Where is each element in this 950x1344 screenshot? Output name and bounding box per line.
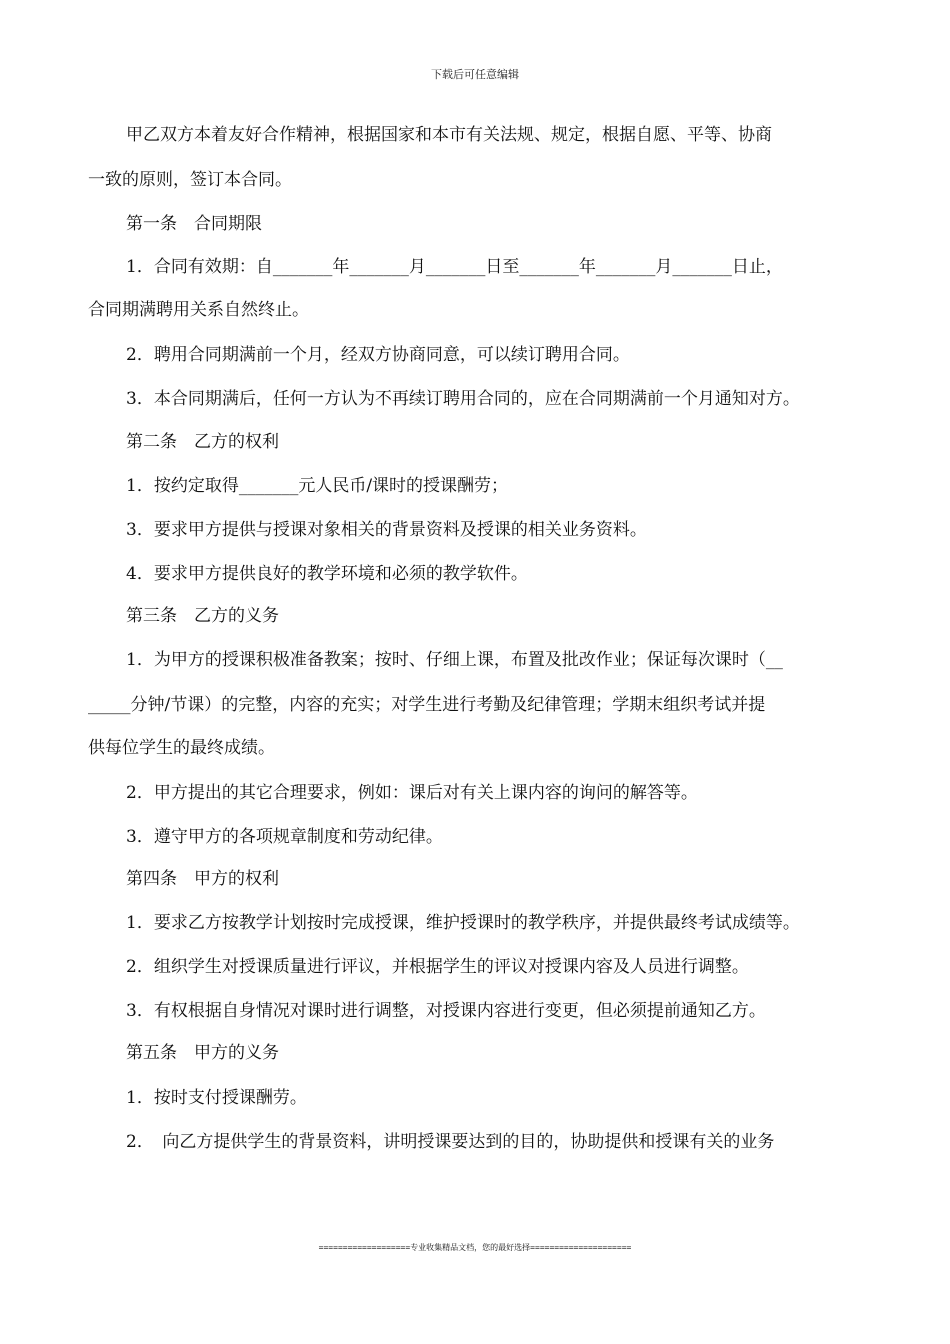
article-heading: 第一条 合同期限	[126, 214, 262, 234]
body-line: 2．聘用合同期满前一个月，经双方协商同意，可以续订聘用合同。	[126, 345, 630, 365]
body-line: 3．有权根据自身情况对课时进行调整，对授课内容进行变更，但必须提前通知乙方。	[126, 1001, 766, 1021]
body-line: 一致的原则，签订本合同。	[88, 170, 292, 190]
article-heading: 第二条 乙方的权利	[126, 432, 279, 452]
body-line: 供每位学生的最终成绩。	[88, 738, 275, 758]
body-line: _____分钟/节课）的完整，内容的充实；对学生进行考勤及纪律管理；学期末组织考试并提	[88, 695, 766, 715]
body-line: 1．为甲方的授课积极准备教案；按时、仔细上课，布置及批改作业；保证每次课时（__	[126, 650, 783, 670]
body-line: 2． 向乙方提供学生的背景资料，讲明授课要达到的目的，协助提供和授课有关的业务	[126, 1132, 775, 1152]
body-line: 1．要求乙方按教学计划按时完成授课，维护授课时的教学秩序，并提供最终考试成绩等。	[126, 913, 800, 933]
body-line: 3．本合同期满后，任何一方认为不再续订聘用合同的，应在合同期满前一个月通知对方。	[126, 389, 800, 409]
body-line: 2．甲方提出的其它合理要求，例如：课后对有关上课内容的询问的解答等。	[126, 783, 698, 803]
body-line: 合同期满聘用关系自然终止。	[88, 300, 309, 320]
body-line: 3．遵守甲方的各项规章制度和劳动纪律。	[126, 827, 443, 847]
body-line: 1．合同有效期：自_______年_______月_______日至_______年_______月_______日止，	[126, 257, 783, 277]
page-header-note: 下载后可任意编辑	[431, 68, 519, 81]
body-line: 4．要求甲方提供良好的教学环境和必须的教学软件。	[126, 564, 528, 584]
page-footer: ===================专业收集精品文档，您的最好选择=====================	[318, 1243, 632, 1252]
body-line: 3．要求甲方提供与授课对象相关的背景资料及授课的相关业务资料。	[126, 520, 647, 540]
body-line: 甲乙双方本着友好合作精神，根据国家和本市有关法规、规定，根据自愿、平等、协商	[126, 125, 772, 145]
body-line: 1．按约定取得_______元人民币/课时的授课酬劳；	[126, 476, 509, 496]
article-heading: 第四条 甲方的权利	[126, 869, 279, 889]
body-line: 2．组织学生对授课质量进行评议，并根据学生的评议对授课内容及人员进行调整。	[126, 957, 749, 977]
article-heading: 第三条 乙方的义务	[126, 606, 279, 626]
body-line: 1．按时支付授课酬劳。	[126, 1088, 307, 1108]
article-heading: 第五条 甲方的义务	[126, 1043, 279, 1063]
